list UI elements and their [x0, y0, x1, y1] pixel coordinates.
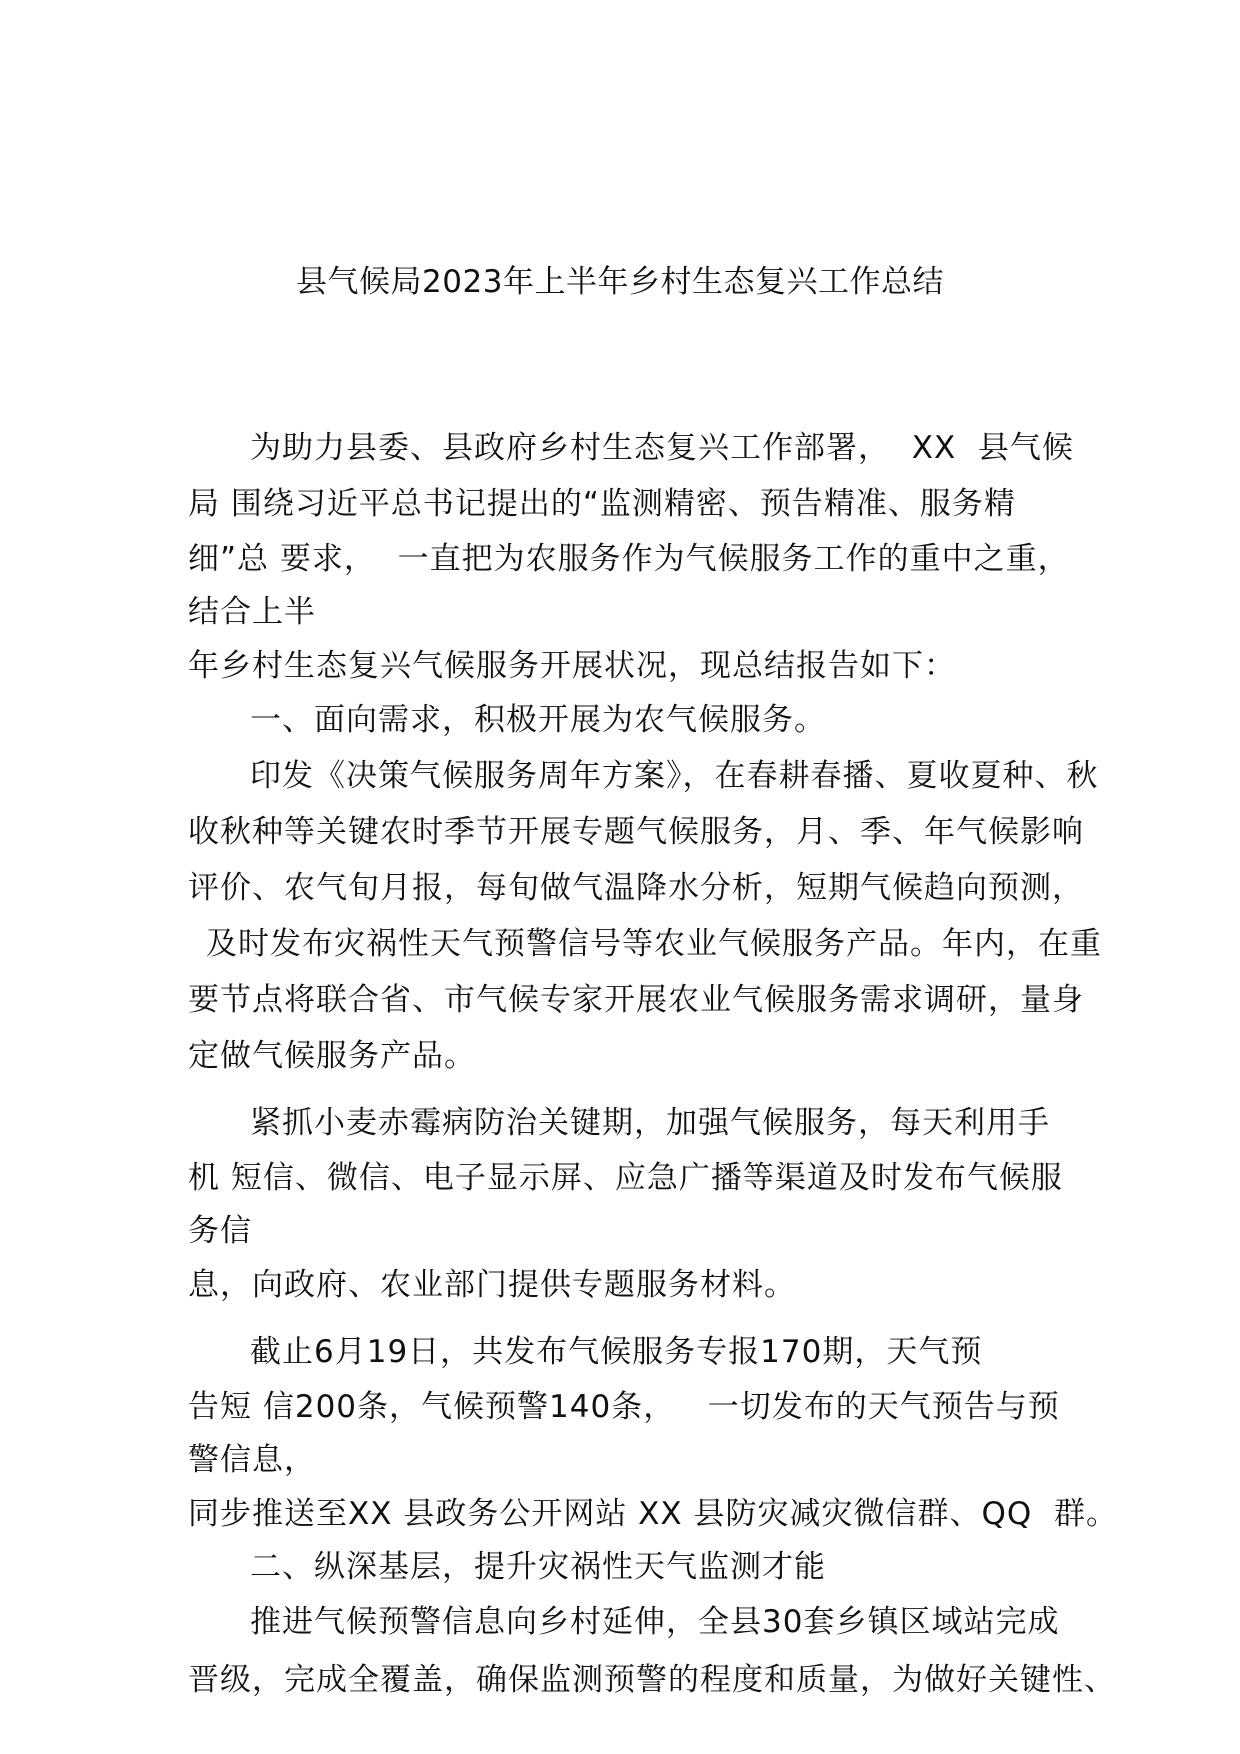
- paragraph-line: 推进气候预警信息向乡村延伸，全县30套乡镇区域站完成: [250, 1604, 1060, 1640]
- paragraph-line: 及时发布灾祸性天气预警信号等农业气候服务产品。年内，在重: [206, 926, 1102, 962]
- paragraph-line: 评价、农气旬月报，每旬做气温降水分析，短期气候趋向预测，: [188, 870, 1084, 906]
- paragraph-line: 印发《决策气候服务周年方案》，在春耕春播、夏收夏种、秋: [250, 758, 1099, 794]
- paragraph-line: 局 围绕习近平总书记提出的“监测精密、预告精准、服务精: [188, 486, 1016, 522]
- section-heading: 一、面向需求，积极开展为农气候服务。: [250, 702, 826, 738]
- paragraph-line: 定做气候服务产品。: [188, 1038, 476, 1074]
- paragraph-line: 息，向政府、农业部门提供专题服务材料。: [188, 1267, 796, 1303]
- paragraph-line: 务信: [188, 1213, 252, 1249]
- paragraph-line: 细”总 要求， 一直把为农服务作为气候服务工作的重中之重，: [188, 541, 1070, 577]
- paragraph-line: 为助力县委、县政府乡村生态复兴工作部署， XX 县气候: [250, 430, 1074, 466]
- paragraph-line: 警信息，: [188, 1442, 316, 1478]
- paragraph-line: 晋级，完成全覆盖，确保监测预警的程度和质量，为做好关键性、: [188, 1662, 1116, 1698]
- paragraph-line: 同步推送至XX 县政务公开网站 XX 县防灾减灾微信群、QQ 群。: [188, 1496, 1119, 1532]
- paragraph-line: 收秋种等关键农时季节开展专题气候服务，月、季、年气候影响: [188, 814, 1084, 850]
- paragraph-line: 截止6月19日，共发布气候服务专报170期，天气预: [250, 1334, 983, 1370]
- paragraph-line: 年乡村生态复兴气候服务开展状况，现总结报告如下：: [188, 648, 956, 684]
- paragraph-line: 告短 信200条，气候预警140条， 一切发布的天气预告与预: [188, 1389, 1060, 1425]
- paragraph-line: 要节点将联合省、市气候专家开展农业气候服务需求调研，量身: [188, 982, 1084, 1018]
- document-title: 县气候局2023年上半年乡村生态复兴工作总结: [296, 264, 944, 300]
- paragraph-line: 结合上半: [188, 594, 316, 630]
- paragraph-line: 紧抓小麦赤霉病防治关键期，加强气候服务，每天利用手: [250, 1105, 1050, 1141]
- paragraph-line: 机 短信、微信、电子显示屏、应急广播等渠道及时发布气候服: [188, 1160, 1063, 1196]
- section-heading: 二、纵深基层，提升灾祸性天气监测才能: [250, 1549, 826, 1585]
